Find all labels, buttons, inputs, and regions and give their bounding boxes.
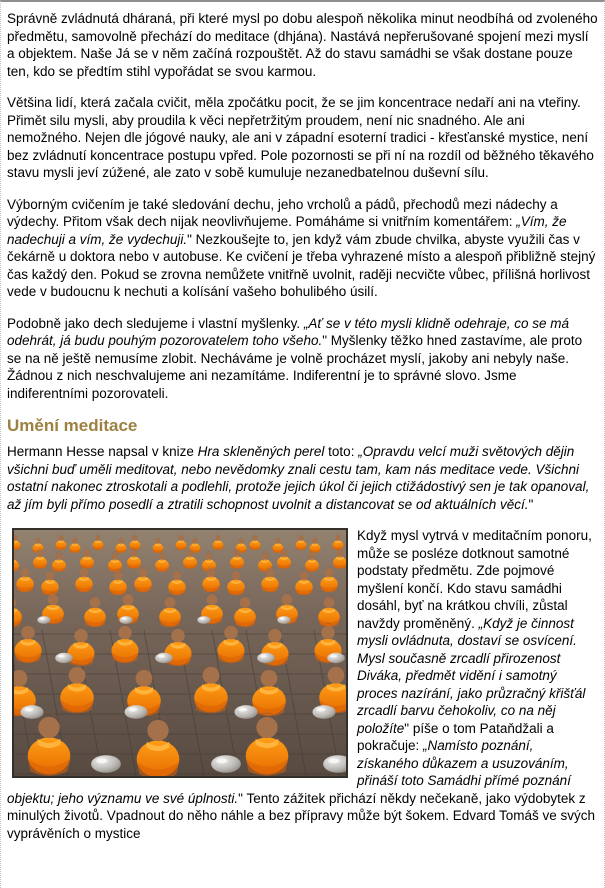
text-run: Většina lidí, která začala cvičit, měla zpočátku pocit, že se jim koncentrace nedaří ani na vteřiny. Přimět silu mysli, aby proudila k věci nepřetržitým proudem, není nic snadného. Ale ani nemožného. Nejen dle jógové nauky, ale ani v západní esoterní tradici - křesťanské mystice, není bez zvládnutí koncentrace postupu vpřed. Pole pozornosti se při ní na rozdíl od běžného těkavého stavu mysli jeví zúžené, ale zato v sobě kumuluje nezanedbatelnou duševní sílu. [7, 95, 594, 180]
paragraph-samadhi [7, 527, 598, 842]
text-run: Když mysl vytrvá v meditačním ponoru, může se posléze dotknout samotné podstaty předmětu. Zde pojmové myšlení končí. Kdo stavu samádhi dosáhl, byť na krátkou chvíli, zůstal navždy proměněný. [357, 528, 592, 631]
text-run: Hra skleněných perel [197, 444, 325, 459]
text-run: „Ať se v této mysli klidně odehraje, co se má odehrát, já budu pouhým pozorovatelem toho všeho. [7, 315, 570, 348]
paragraph-dharana [7, 10, 598, 80]
text-run: Hermann Hesse napsal v knize [7, 444, 198, 459]
text-run: " [528, 496, 534, 512]
text-run: " Myšlenky těžko hned zastavíme, ale proto se na ně ještě nemusíme zlobit. Necháváme je volně procházet myslí, jakoby ani nebyly naše. Žádnou z nich neschvalujeme ani nezamítáme. Indiferentní je to správné slovo. Jsme indiferentními pozorovateli. [7, 333, 583, 401]
text-run: Správně zvládnutá dháraná, při které mysl po dobu alespoň několika minut neodbíhá od zvoleného předmětu, samovolně přechází do meditace (dhjána). Nastává nepřerušované spojení mezi myslí a objektem. Naše Já se v něm začíná rozpouštět. Až do stavu samádhi se však dostane pouze ten, kdo se předtím stihl vypořádat se svou karmou. [7, 11, 598, 79]
paragraph-hesse-quote [7, 443, 598, 513]
meditating-monks-photo [12, 528, 348, 778]
text-run: „Namísto poznání, získaného důkazem a usuzováním, přináší toto Samádhi přímé poznání objektu; jeho významu ve své úplnosti. [7, 738, 571, 806]
text-run: Výborným cvičením je také sledování dechu, jeho vrcholů a pádů, přechodů mezi nádechy a výdechy. Přitom však dech nijak neovlivňujeme. Pomáháme si vnitřním komentářem: [7, 196, 558, 229]
text-run: toto: [324, 444, 359, 459]
text-run: „Opravdu velcí muži světových dějin všichni buď uměli meditovat, nebo nevědomky znali cestu tam, kam nás meditace vede. Všichni ostatní nakonec ztroskotali a podlehli, protože jejich úkol či jejich ctižádostivý sen je tak opanoval, až jím byli přímo posedlí a ztratili schopnost uvolnit a distancovat se od aktuálních věcí. [7, 444, 590, 512]
paragraph-breath-watching [7, 196, 598, 301]
text-run: " Tento zážitek přichází někdy nečekaně, jako výdobytek z minulých životů. Vpadnout do něho náhle a bez přípravy může být šokem. Edvard Tomáš ve svých vyprávěních o mystice [7, 790, 596, 841]
text-run: „Když je činnost mysli ovládnuta, dostaví se osvícení. Mysl současně zrcadlí přirozenost Diváka, předmět vidění i samotný proces nazírání, jako průzračný křišťál zrcadlí barvu čehokoliv, co na něj položíte [357, 615, 586, 736]
section-heading-umeni-meditace: Umění meditace [7, 416, 138, 435]
text-run: Podobně jako dech sledujeme i vlastní myšlenky. [7, 315, 304, 331]
text-run: " píše o tom Pataňdžali a pokračuje: [357, 720, 554, 753]
paragraph-thought-watching [7, 315, 598, 403]
text-run: " Nezkoušejte to, jen když vám zbude chvilka, abyste využili čas v čekárně u doktora nebo v autobuse. Ke cvičení je třeba vyhrazené místo a alespoň přibližně stejný čas každý den. Pokud se zrovna nemůžete vnitřně uvolnit, raději necvičte vůbec, přílišná horlivost vede v budoucnu k nechuti a kolísání vašeho bohulibého úsilí. [7, 231, 596, 299]
monks-illustration [14, 530, 346, 776]
paragraph-concentration [7, 94, 598, 182]
text-run: „Vím, že nadechuji a vím, že vydechuji. [7, 214, 567, 247]
